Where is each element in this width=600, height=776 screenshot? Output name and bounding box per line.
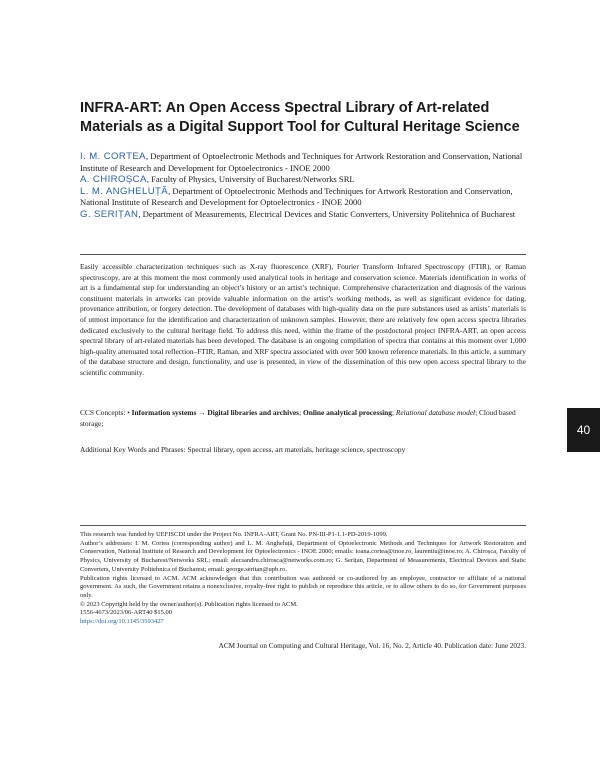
publication-rights: Publication rights licensed to ACM. ACM acknowledges that this contribution was authored or co-authored by an employee, contractor or affiliate of a national government. As such, the Government retains a nonexclusive, royalty-free right to publish or reproduce this article, or to allow others to do so, for Government purposes only. <box>80 574 526 599</box>
doi-link[interactable]: https://doi.org/10.1145/3593427 <box>80 618 164 626</box>
ccs-concept: ; Cloud based storage; <box>80 408 516 428</box>
author-name[interactable]: A. CHIROȘCA <box>80 174 147 186</box>
footnotes <box>80 531 526 627</box>
abstract: Easily accessible characterization techniques such as X-ray fluorescence (XRF), Fourier Transform Infrared Spectroscopy (FTIR), or Raman spectroscopy, are at this moment the most commonly used analytical tools in heritage and conservation science. Materials identification in works of art is a fundamental step for understanding an object’s history or an artist’s technique. Comprehensive characterization and diagnosis of the various constituent materials in artworks can provide valuable information on the artist’s working methods, as well as significant evidence for dating, provenance attribution, or forgery detection. The development of databases with high-quality data on the pure substances used as artists’ materials is of utmost importance for the identification and characterization of unknown samples. However, there are relatively few open access spectra libraries dedicated exclusively to the cultural heritage field. To address this need, within the frame of the postdoctoral project INFRA-ART, an open access spectral library of art-related materials has been developed. The database is an ongoing compilation of spectra that contains at this moment over 1,000 high-quality attenuated total reflection–FTIR, Raman, and XRF spectra associated with over 500 known reference materials. In this article, a summary of the database structure and design, functionality, and use is presented, in view of the dissemination of this new open access spectral library to the scientific community. <box>80 262 526 377</box>
author-entry <box>80 174 530 186</box>
author-list <box>80 151 530 221</box>
article-number-tab: 40 <box>567 408 600 452</box>
author-affiliation: , Department of Measurements, Electrical Devices and Static Converters, University Politehnica of Bucharest <box>138 208 516 219</box>
author-entry <box>80 151 530 174</box>
journal-footer: ACM Journal on Computing and Cultural Heritage, Vol. 16, No. 2, Article 40. Publication date: June 2023. <box>218 642 526 650</box>
divider <box>80 254 526 255</box>
ccs-separator: ; <box>391 408 396 417</box>
copyright: © 2023 Copyright held by the owner/author(s). Publication rights licensed to ACM. <box>80 600 298 608</box>
author-affiliation: , Department of Optoelectronic Methods and Techniques for Artwork Restoration and Conservation, National Institute of Research and Development for Optoelectronics - INOE 2000 <box>80 151 523 173</box>
author-addresses: Author’s addresses: I. M. Cortea (corresponding author) and L. M. Angheluță, Department of Optoelectronic Methods and Techniques for Artwork Restoration and Conservation, National Institute of Research and Development for Optoelectronics - INOE 2000; emails: ioana.cortea@inoe.ro, laurentiu@inoe.ro; A. Chiroșca, Faculty of Physics, University of Bucharest/Networks SRL; email: alecsandru.chirosca@networks.com.ro; G. Serițan, Department of Measurements, Electrical Devices and Static Converters, University Politehnica of Bucharest; email: george.seritan@upb.ro. <box>80 539 526 573</box>
ccs-concept: Information systems → Digital libraries and archives <box>131 408 300 417</box>
ccs-concept: Relational database model <box>395 408 476 417</box>
ccs-concept: Online analytical processing <box>302 408 392 417</box>
ccs-bullet: • <box>127 408 132 417</box>
ccs-separator: ; <box>299 408 303 417</box>
issn: 1556-4673/2023/06-ART40 $15.00 <box>80 609 173 617</box>
author-name[interactable]: L. M. ANGHELUȚĂ <box>80 185 169 197</box>
author-affiliation: , Department of Optoelectronic Methods and Techniques for Artwork Restoration and Conservation, National Institute of Research and Development for Optoelectronics - INOE 2000 <box>80 185 513 208</box>
author-name[interactable]: G. SERIȚAN <box>80 208 139 220</box>
footnote-divider <box>80 525 526 526</box>
author-entry <box>80 209 530 221</box>
funding-note: This research was funded by UEFISCDI under the Project No. INFRA-ART, Grant No. PN-III-P1-1.1-PD-2019-1099. <box>80 531 388 538</box>
author-affiliation: , Faculty of Physics, University of Bucharest/Networks SRL <box>146 174 355 185</box>
paper-title: INFRA-ART: An Open Access Spectral Library of Art-related Materials as a Digital Support Tool for Cultural Heritage Science <box>80 100 520 135</box>
author-entry <box>80 186 530 209</box>
keywords: Additional Key Words and Phrases: Spectral library, open access, art materials, heritage science, spectroscopy <box>80 445 406 454</box>
ccs-concepts <box>80 408 526 429</box>
ccs-label: CCS Concepts: <box>80 408 128 417</box>
author-name[interactable]: I. M. CORTEA <box>80 151 146 162</box>
